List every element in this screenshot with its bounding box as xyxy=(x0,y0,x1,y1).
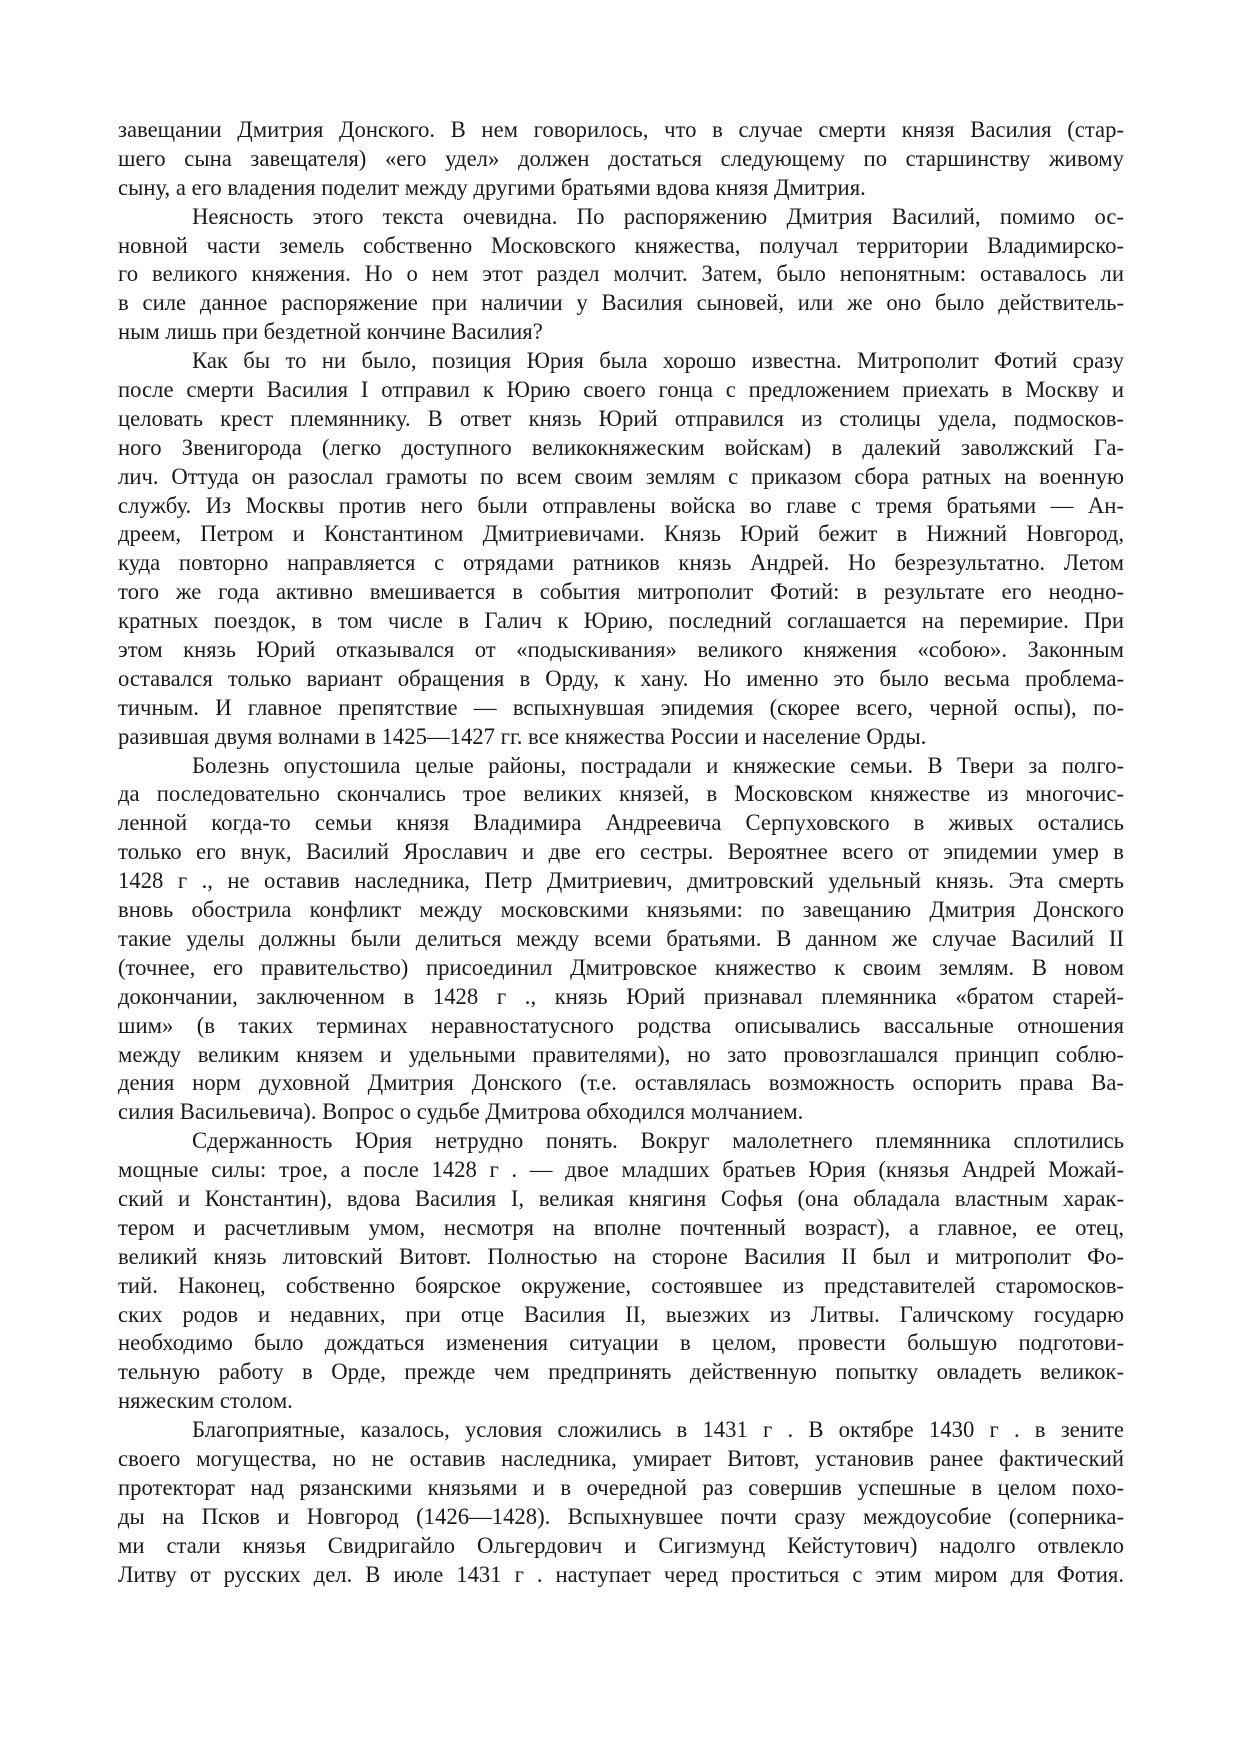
text-line: 1428 г ., не оставив наследника, Петр Дмитриевич, дмитровский удельный князь. Эта смерть xyxy=(118,868,1124,894)
text-line: после смерти Василия I отправил к Юрию своего гонца с предложением приехать в Москву и xyxy=(118,377,1124,403)
text-line: оставался только вариант обращения в Орду, к хану. Но именно это было весьма проблема- xyxy=(118,665,1124,691)
text-line: того же года активно вмешивается в события митрополит Фотий: в результате его неодно- xyxy=(118,579,1124,605)
text-line: тером и расчетливым умом, несмотря на вполне почтенный возраст), а главное, ее отец, xyxy=(118,1214,1124,1240)
text-line: тий. Наконец, собственно боярское окружение, состоявшее из представителей старомосков- xyxy=(118,1272,1124,1298)
text-line: протекторат над рязанскими князьями и в очередной раз совершив успешные в целом похо- xyxy=(118,1474,1124,1500)
text-line: куда повторно направляется с отрядами ратников князь Андрей. Но безрезультатно. Летом xyxy=(118,550,1124,576)
text-line: кратных поездок, в том числе в Галич к Юрию, последний соглашается на перемирие. При xyxy=(118,608,1124,634)
text-line: своего могущества, но не оставив наследника, умирает Витовт, установив ранее фактический xyxy=(118,1445,1124,1471)
text-line: между великим князем и удельными правителями), но зато провозглашался принцип соблю- xyxy=(118,1041,1124,1067)
text-line: этом князь Юрий отказывался от «подыскивания» великого княжения «собою». Законным xyxy=(118,637,1124,663)
document-page xyxy=(118,116,1124,1589)
text-line: ми стали князья Свидригайло Ольгердович и Сигизмунд Кейстутович) надолго отвлекло xyxy=(118,1532,1124,1558)
text-line: Литву от русских дел. В июле 1431 г . наступает черед проститься с этим миром для Фотия. xyxy=(118,1561,1124,1587)
text-line: необходимо было дождаться изменения ситуации в целом, провести большую подготови- xyxy=(118,1330,1124,1356)
text-line: докончании, заключенном в 1428 г ., князь Юрий признавал племянника «братом старей- xyxy=(118,983,1124,1009)
text-line: тичным. И главное препятствие — вспыхнувшая эпидемия (скорее всего, черной оспы), по- xyxy=(118,694,1124,720)
text-line: дения норм духовной Дмитрия Донского (т.е. оставлялась возможность оспорить права Ва- xyxy=(118,1070,1124,1096)
text-line: Благоприятные, казалось, условия сложились в 1431 г . В октябре 1430 г . в зените xyxy=(192,1417,1124,1443)
text-line: целовать крест племяннику. В ответ князь Юрий отправился из столицы удела, подмосков- xyxy=(118,405,1124,431)
text-line: только его внук, Василий Ярославич и две его сестры. Вероятнее всего от эпидемии умер в xyxy=(118,839,1124,865)
text-line: сыну, а его владения поделит между другими братьями вдова князя Дмитрия. xyxy=(118,174,866,200)
text-line: в силе данное распоряжение при наличии у Василия сыновей, или же оно было действитель- xyxy=(118,290,1124,316)
text-line: службу. Из Москвы против него были отправлены войска во главе с тремя братьями — Ан- xyxy=(118,492,1124,518)
text-line: разившая двумя волнами в 1425—1427 гг. все княжества России и население Орды. xyxy=(118,723,927,749)
text-line: такие уделы должны были делиться между всеми братьями. В данном же случае Василий II xyxy=(118,925,1124,951)
text-line: да последовательно скончались трое великих князей, в Московском княжестве из многочис- xyxy=(118,781,1124,807)
text-line: мощные силы: трое, а после 1428 г . — двое младших братьев Юрия (князья Андрей Можай- xyxy=(118,1157,1124,1183)
text-line: лич. Оттуда он разослал грамоты по всем своим землям с приказом сбора ратных на военную xyxy=(118,463,1124,489)
text-line: великий князь литовский Витовт. Полностью на стороне Василия II был и митрополит Фо- xyxy=(118,1243,1124,1269)
paragraph xyxy=(118,347,1124,751)
text-line: няжеским столом. xyxy=(118,1388,293,1414)
text-line: Сдержанность Юрия нетрудно понять. Вокруг малолетнего племянника сплотились xyxy=(192,1128,1124,1154)
text-line: вновь обострила конфликт между московскими князьями: по завещанию Дмитрия Донского xyxy=(118,897,1124,923)
text-line: Неясность этого текста очевидна. По распоряжению Дмитрия Василий, помимо ос- xyxy=(192,203,1124,229)
text-line: Болезнь опустошила целые районы, пострадали и княжеские семьи. В Твери за полго- xyxy=(192,752,1124,778)
text-line: Как бы то ни было, позиция Юрия была хорошо известна. Митрополит Фотий сразу xyxy=(192,348,1124,374)
text-line: ский и Константин), вдова Василия I, великая княгиня Софья (она обладала властным харак- xyxy=(118,1185,1124,1211)
paragraph xyxy=(118,203,1124,347)
text-line: тельную работу в Орде, прежде чем предпринять действенную попытку овладеть великок- xyxy=(118,1359,1124,1385)
text-line: силия Васильевича). Вопрос о судьбе Дмитрова обходился молчанием. xyxy=(118,1099,804,1125)
text-line: го великого княжения. Но о нем этот раздел молчит. Затем, было непонятным: оставалось ли xyxy=(118,261,1124,287)
paragraph xyxy=(118,116,1124,203)
paragraph xyxy=(118,1416,1124,1589)
paragraph xyxy=(118,1127,1124,1416)
text-line: ских родов и недавних, при отце Василия II, выезжих из Литвы. Галичскому государю xyxy=(118,1301,1124,1327)
text-line: ным лишь при бездетной кончине Василия? xyxy=(118,319,543,345)
text-line: ды на Псков и Новгород (1426—1428). Вспыхнувшее почти сразу междоусобие (соперника- xyxy=(118,1503,1124,1529)
text-line: ленной когда-то семьи князя Владимира Андреевича Серпуховского в живых остались xyxy=(118,810,1124,836)
text-line: дреем, Петром и Константином Дмитриевичами. Князь Юрий бежит в Нижний Новгород, xyxy=(118,521,1124,547)
text-line: шего сына завещателя) «его удел» должен достаться следующему по старшинству живому xyxy=(118,145,1124,171)
text-line: завещании Дмитрия Донского. В нем говорилось, что в случае смерти князя Василия (стар- xyxy=(118,117,1124,142)
text-line: новной части земель собственно Московского княжества, получал территории Владимирско- xyxy=(118,232,1124,258)
paragraph xyxy=(118,752,1124,1128)
text-line: (точнее, его правительство) присоединил Дмитровское княжество к своим землям. В новом xyxy=(118,954,1124,980)
text-line: ного Звенигорода (легко доступного великокняжеским войскам) в далекий заволжский Га- xyxy=(118,434,1124,460)
text-line: шим» (в таких терминах неравностатусного родства описывались вассальные отношения xyxy=(118,1012,1124,1038)
